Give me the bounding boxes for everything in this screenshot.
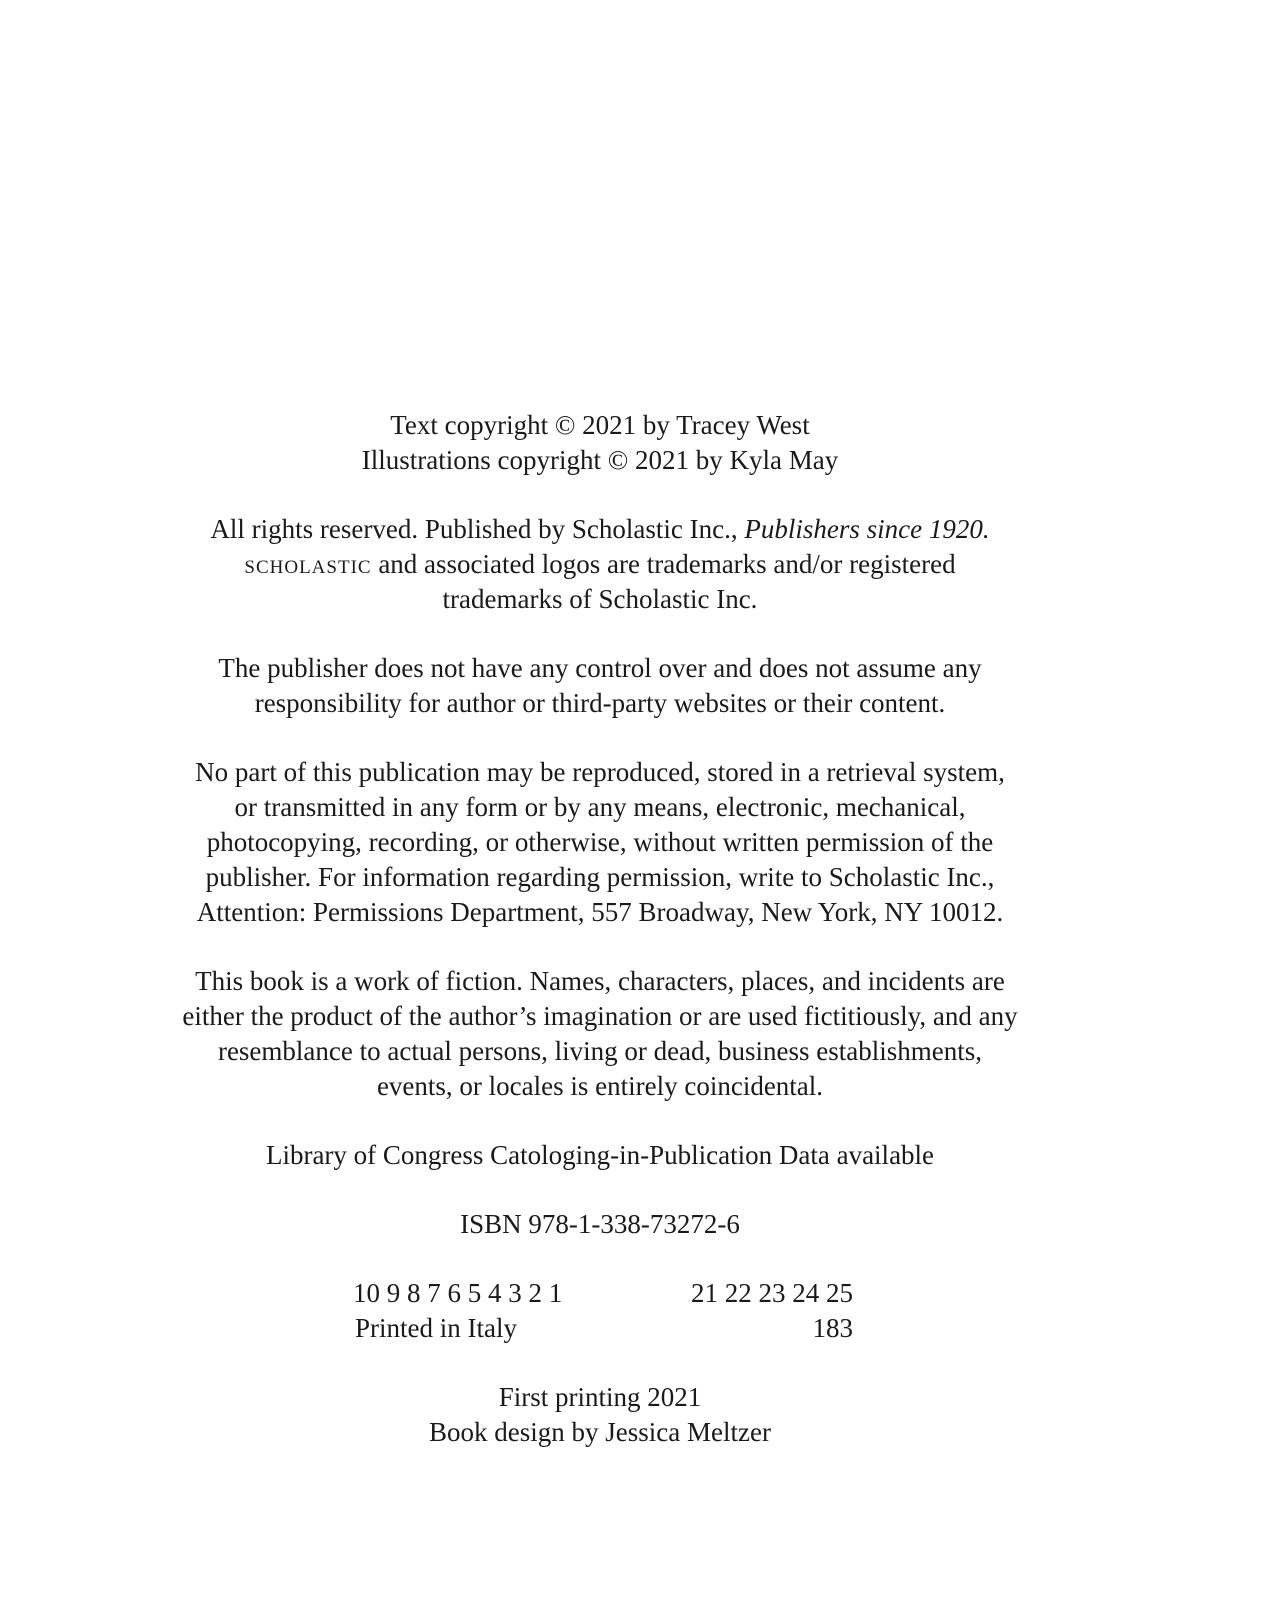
rights-line-2-text: and associated logos are trademarks and/or registered (371, 549, 956, 579)
printer-code: 183 (812, 1313, 853, 1343)
rights-line-1-text: All rights reserved. Published by Scholastic Inc., (210, 514, 745, 544)
fiction-block (150, 964, 1050, 1104)
disclaimer-line-1: The publisher does not have any control over and does not assume any (218, 653, 982, 683)
fiction-line-1: This book is a work of fiction. Names, characters, places, and incidents are (195, 966, 1005, 996)
copyright-content (150, 408, 1050, 1484)
isbn-line: ISBN 978-1-338-73272-6 (460, 1209, 740, 1239)
rights-line-2 (150, 547, 1050, 582)
library-of-congress-line: Library of Congress Catologing-in-Publication Data available (265, 1140, 935, 1170)
book-design-line: Book design by Jessica Meltzer (429, 1417, 771, 1447)
fiction-line-4: events, or locales is entirely coincidental. (376, 1071, 824, 1101)
print-year-line: 21 22 23 24 25 (691, 1278, 853, 1308)
disclaimer-line-2: responsibility for author or third-party websites or their content. (254, 688, 946, 718)
rights-line-1 (150, 512, 1050, 547)
print-number-line: 10 9 8 7 6 5 4 3 2 1 (353, 1278, 563, 1308)
isbn-block (150, 1207, 1050, 1242)
text-copyright-line: Text copyright © 2021 by Tracey West (390, 410, 810, 440)
first-printing-line: First printing 2021 (498, 1382, 702, 1412)
fiction-line-3: resemblance to actual persons, living or dead, business establishments, (217, 1036, 983, 1066)
reproduction-line-1: No part of this publication may be reproduced, stored in a retrieval system, (195, 757, 1005, 787)
illustrations-copyright-line: Illustrations copyright © 2021 by Kyla May (361, 445, 839, 475)
reproduction-line-2: or transmitted in any form or by any means, electronic, mechanical, (234, 792, 966, 822)
scholastic-brand-text: scholastic (244, 549, 372, 579)
credits-block (150, 1380, 1050, 1450)
reproduction-line-5: Attention: Permissions Department, 557 Broadway, New York, NY 10012. (196, 897, 1004, 927)
reproduction-line-4: publisher. For information regarding permission, write to Scholastic Inc., (205, 862, 995, 892)
rights-block (150, 512, 1050, 617)
disclaimer-block (150, 651, 1050, 721)
publishers-since-text: Publishers since 1920. (744, 514, 990, 544)
reproduction-line-3: photocopying, recording, or otherwise, without written permission of the (206, 827, 994, 857)
library-block (150, 1138, 1050, 1173)
rights-line-3: trademarks of Scholastic Inc. (442, 584, 758, 614)
fiction-line-2: either the product of the author’s imagination or are used fictitiously, and any (182, 1001, 1018, 1031)
printed-in-line: Printed in Italy (355, 1313, 517, 1343)
printing-info (353, 1276, 853, 1346)
reproduction-block (150, 755, 1050, 930)
copyright-block (150, 408, 1050, 478)
